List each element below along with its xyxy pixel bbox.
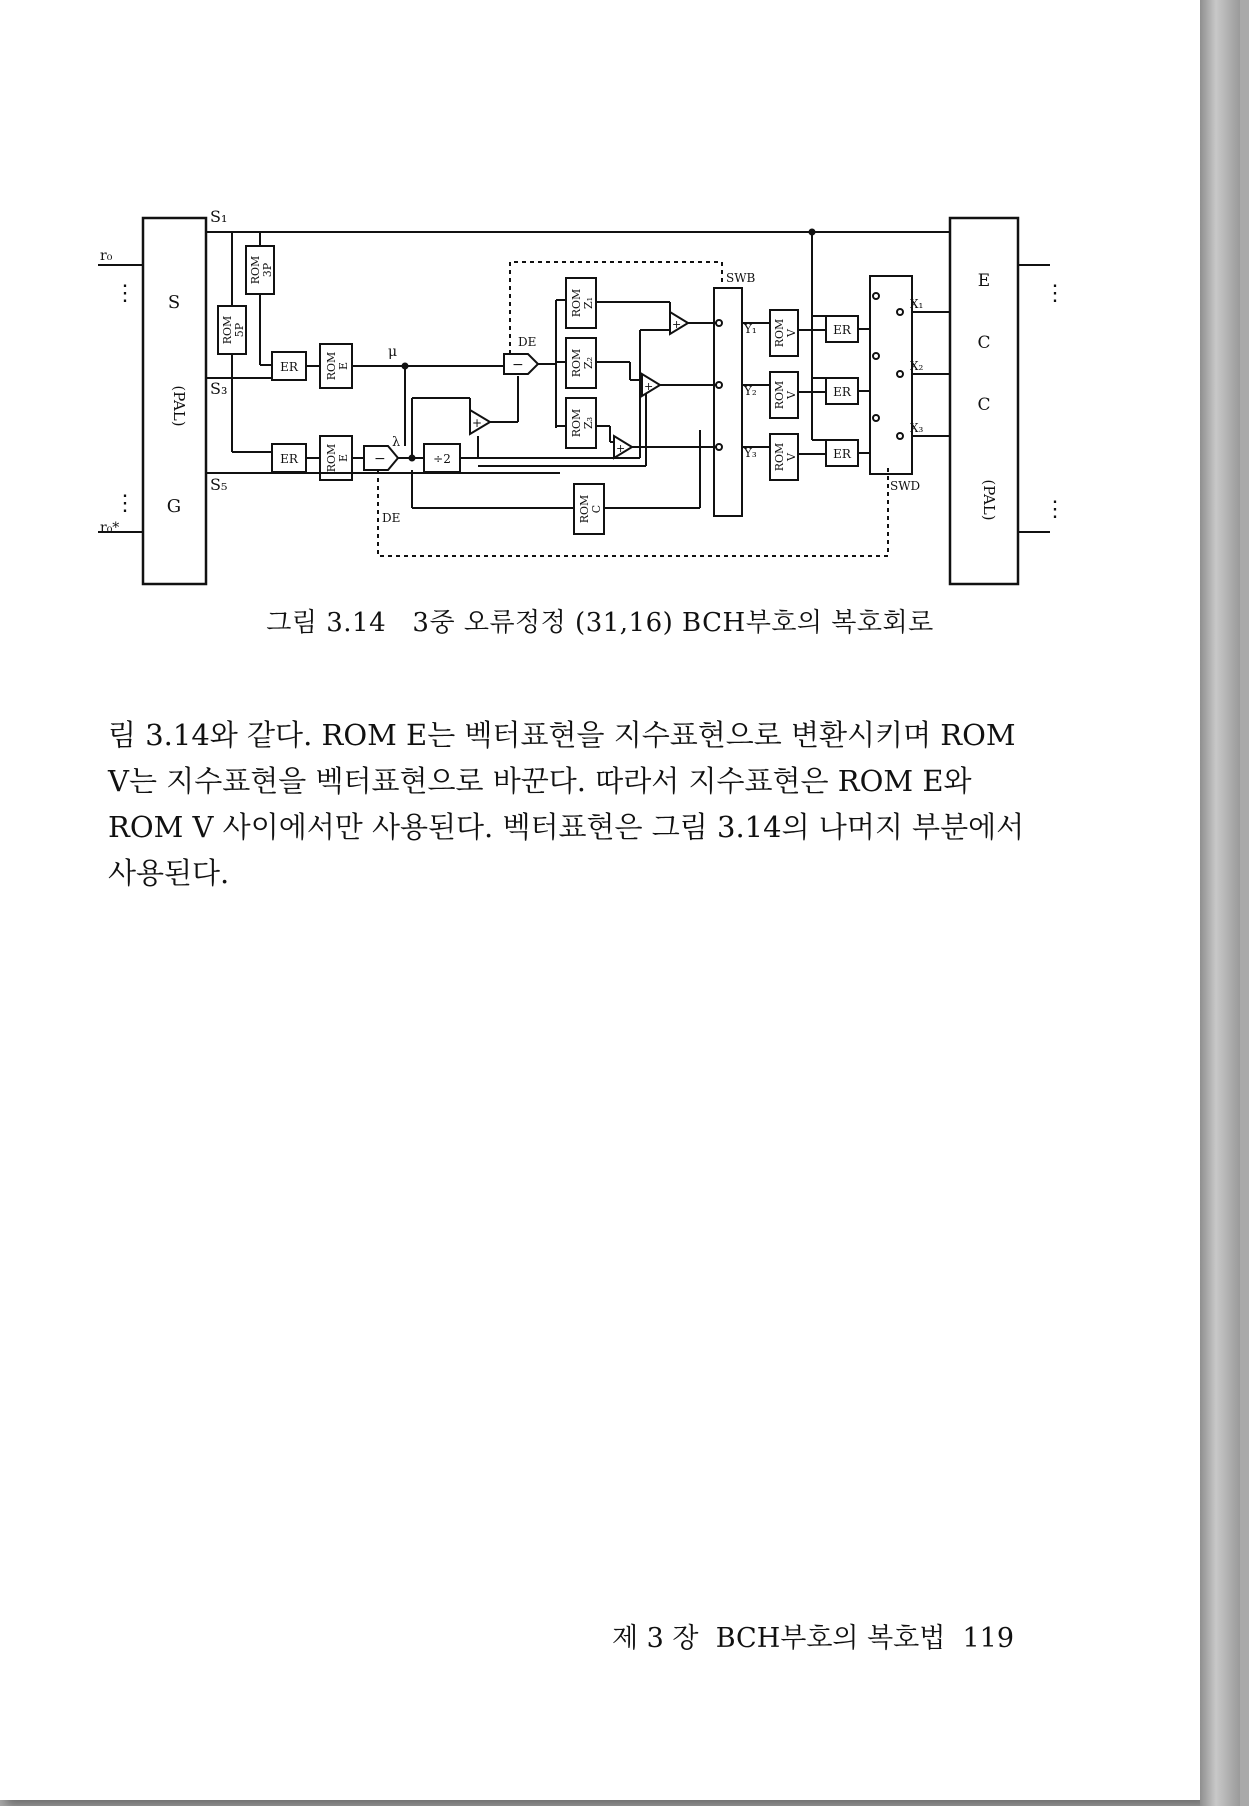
swd-label: SWD: [890, 479, 921, 493]
x1-label: X₁: [910, 297, 924, 311]
dots-left-bottom: ⋮: [114, 491, 136, 516]
sg-label-s: S: [167, 292, 181, 313]
rom-5p-label: ROM5P: [221, 315, 246, 345]
decoder-circuit-diagram: [0, 0, 1200, 600]
y3-label: Y₃: [744, 446, 757, 460]
rom-z3-label: ROMZ₃: [570, 408, 595, 438]
rom-v2-label: ROMV: [773, 380, 798, 410]
mu-label: μ: [388, 344, 398, 360]
er-right-3-label: ER: [833, 447, 851, 461]
dots-left-top: ⋮: [114, 281, 136, 306]
figure-caption: [0, 602, 1200, 639]
book-spine: [1200, 0, 1240, 1806]
rom-e-upper-label: ROME: [325, 351, 350, 381]
er-right-2-label: ER: [833, 385, 851, 399]
s1-label: S₁: [210, 207, 228, 226]
plus-y2: +: [644, 380, 654, 393]
rom-z2-label: ROMZ₂: [570, 348, 595, 378]
r0-label: r₀: [100, 248, 113, 264]
de-dashed-bottom: [378, 466, 888, 556]
y1-label: Y₁: [744, 322, 757, 336]
body-line-2: V는 지수표현을 벡터표현으로 바꾼다. 따라서 지수표현은 ROM E와: [108, 764, 972, 798]
x3-label: X₃: [910, 421, 924, 435]
sg-label-g: G: [166, 496, 182, 517]
minus-lambda: −: [374, 451, 386, 467]
dots-right-top: ⋮: [1044, 281, 1066, 306]
ecc-label-e: E: [977, 271, 991, 291]
figure-number: 그림 3.14: [266, 608, 387, 638]
page-footer: [612, 1616, 1014, 1655]
swd-block: [870, 276, 912, 474]
body-line-4: 사용된다.: [108, 856, 230, 890]
rom-v1-label: ROMV: [773, 318, 798, 348]
x2-label: X₂: [910, 359, 924, 373]
sg-label-pal: (PAL): [170, 385, 188, 427]
ecc-label-c2: C: [977, 395, 991, 415]
r0-star-label: r₀*: [100, 520, 120, 536]
plus-y1: +: [672, 318, 682, 331]
plus-y3: +: [616, 442, 626, 455]
s5-label: S₅: [210, 475, 228, 494]
dots-right-bottom: ⋮: [1044, 497, 1066, 522]
er-upper-left-label: ER: [280, 360, 298, 374]
figure-caption-text: 3중 오류정정 (31,16) BCH부호의 복호회로: [412, 608, 934, 638]
footer-title: BCH부호의 복호법: [715, 1623, 946, 1654]
de-dashed-top: [510, 262, 722, 354]
de-lower-label: DE: [382, 511, 401, 525]
rom-z1-label: ROMZ₁: [570, 288, 595, 318]
rom-3p-label: ROM3P: [249, 255, 274, 285]
body-line-1: 림 3.14와 같다. ROM E는 벡터표현을 지수표현으로 변환시키며 ROM: [108, 718, 1016, 752]
ecc-label-c1: C: [977, 333, 991, 353]
er-right-1-label: ER: [833, 323, 851, 337]
rom-c-label: ROMC: [578, 494, 603, 524]
plus-feedback: +: [472, 416, 483, 430]
ecc-label-pal: (PAL): [980, 479, 998, 521]
page-number: 119: [962, 1623, 1015, 1654]
er-lower-left-label: ER: [280, 452, 298, 466]
y2-label: Y₂: [744, 384, 757, 398]
swb-label: SWB: [726, 271, 756, 285]
rom-e-lower-label: ROME: [325, 443, 350, 473]
footer-chapter: 제 3 장: [612, 1623, 699, 1654]
body-text: [108, 712, 1040, 896]
div2-label: ÷2: [433, 452, 451, 466]
lambda-label: λ: [392, 435, 401, 450]
rom-v3-label: ROMV: [773, 442, 798, 472]
minus-de: −: [512, 357, 524, 373]
s3-label: S₃: [210, 379, 228, 398]
de-upper-label: DE: [518, 335, 537, 349]
body-line-3: ROM V 사이에서만 사용된다. 벡터표현은 그림 3.14의 나머지 부분에서: [108, 810, 1025, 844]
